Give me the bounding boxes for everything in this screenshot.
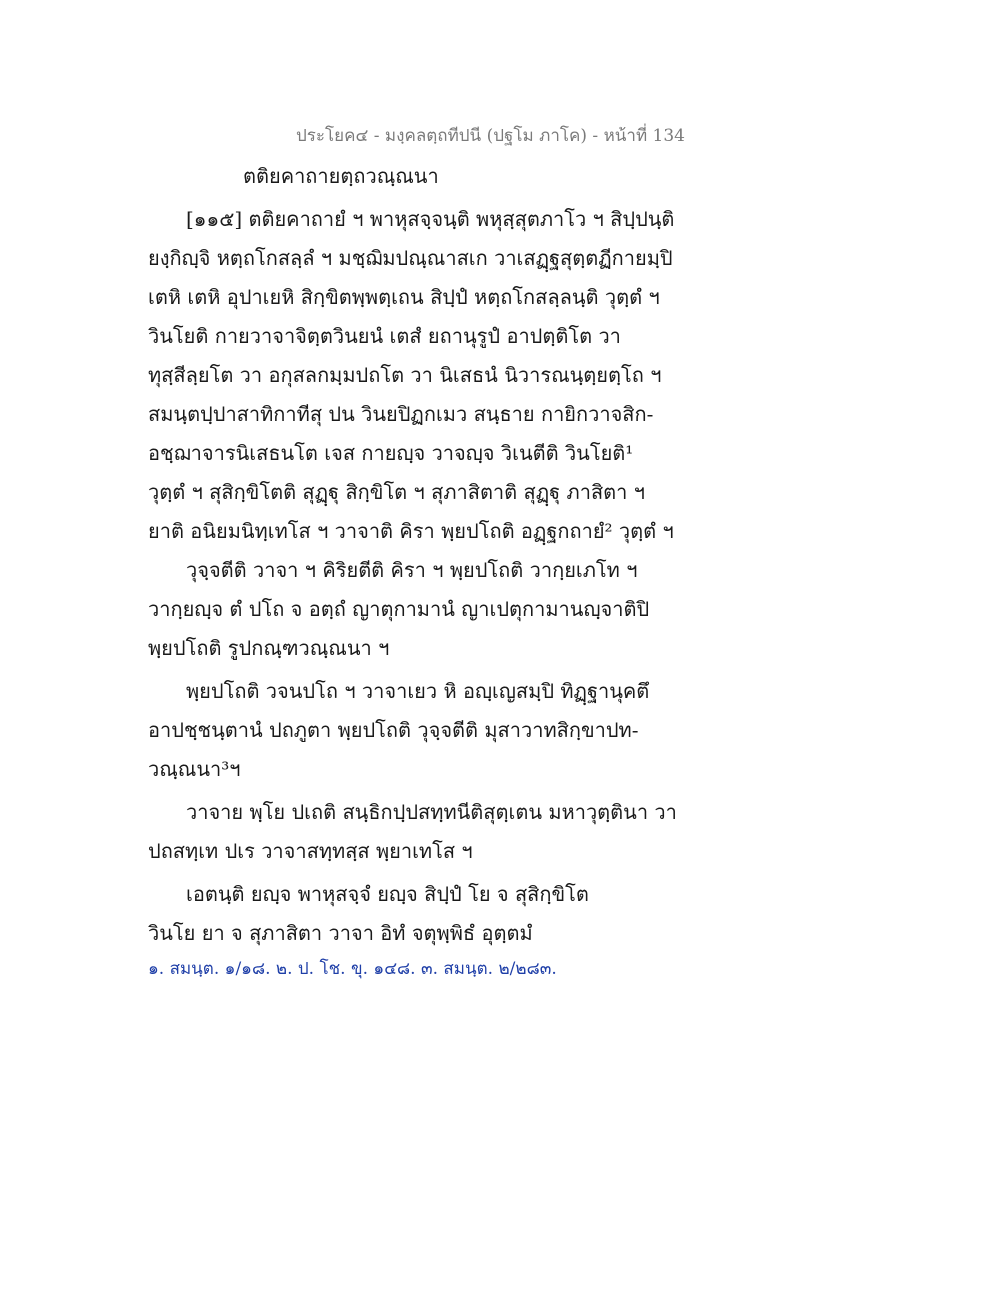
paragraph-line: วุตฺตํ ฯ สุสิกฺขิโตติ สุฏฺฐุ สิกฺขิโต ฯ สุภาสิตาติ สุฏฺฐุ ภาสิตา ฯ [148, 480, 645, 504]
paragraph-line: วินโย ยา จ สุภาสิตา วาจา อิทํ จตุพฺพิธํ อุตฺตมํ [148, 921, 533, 945]
paragraph-line: ยาติ อนิยมนิทฺเทโส ฯ วาจาติ คิรา พฺยปโถติ อฏฺฐกถายํ² วุตฺตํ ฯ [148, 519, 674, 543]
footnotes: ๑. สมนฺต. ๑/๑๘. ๒. ป. โช. ขุ. ๑๔๘. ๓. สมนฺต. ๒/๒๘๓. [148, 959, 557, 979]
paragraph-line: เอตนฺติ ยญฺจ พาหุสจฺจํ ยญฺจ สิปฺปํ โย จ สุสิกฺขิโต [186, 882, 589, 906]
paragraph-line: อชฺฌาจารนิเสธนโต เจส กายญฺจ วาจญฺจ วิเนตีติ วินโยติ¹ [148, 441, 634, 465]
paragraph-line: วณฺณนา³ฯ [148, 757, 241, 781]
paragraph-line: ปถสทฺเท ปเร วาจาสทฺทสฺส พฺยาเทโส ฯ [148, 839, 473, 863]
paragraph-line: ทุสฺสีลฺยโต วา อกุสลกมฺมปถโต วา นิเสธนํ นิวารณนฺตฺยตฺโถ ฯ [148, 363, 662, 387]
paragraph-line: วินโยติ กายวาจาจิตฺตวินยนํ เตสํ ยถานุรูปํ อาปตฺติโต วา [148, 324, 621, 348]
running-header: ประโยค๔ - มงฺคลตฺถทีปนี (ปฐโม ภาโค) - หน้าที่ 134 [296, 126, 685, 146]
paragraph-line: สมนฺตปฺปาสาทิกาทีสุ ปน วินยปิฏกเมว สนฺธาย กายิกวาจสิก- [148, 402, 654, 426]
paragraph-line: อาปชฺชนฺตานํ ปถภูตา พฺยปโถติ วุจฺจตีติ มุสาวาทสิกฺขาปท- [148, 718, 639, 742]
paragraph-line: วากฺยญฺจ ตํ ปโถ จ อตฺถํ ญาตุกามานํ ญาเปตุกามานญฺจาติปิ [148, 597, 650, 621]
paragraph-line: เตหิ เตหิ อุปาเยหิ สิกฺขิตพฺพตฺเถน สิปฺปํ หตฺถโกสลฺลนฺติ วุตฺตํ ฯ [148, 285, 660, 309]
paragraph-line: วุจฺจตีติ วาจา ฯ คิริยตีติ คิรา ฯ พฺยปโถติ วากฺยเภโท ฯ [186, 558, 638, 582]
paragraph-line: พฺยปโถติ วจนปโถ ฯ วาจาเยว หิ อญฺเญสมฺปิ ทิฏฺฐานุคตึ [186, 679, 650, 703]
paragraph-line: [๑๑๕] ตติยคาถายํ ฯ พาหุสจฺจนฺติ พหุสฺสุตภาโว ฯ สิปฺปนฺติ [186, 207, 675, 231]
section-title: ตติยคาถายตฺถวณฺณนา [243, 164, 439, 188]
paragraph-line: พฺยปโถติ รูปกณฺฑวณฺณนา ฯ [148, 636, 390, 660]
paragraph-line: ยงฺกิญฺจิ หตฺถโกสลฺลํ ฯ มชฺฌิมปณฺณาสเก วาเสฏฺฐสุตฺตฏีกายมฺปิ [148, 246, 673, 270]
paragraph-line: วาจาย พฺโย ปเถติ สนฺธิกปฺปสทฺทนีติสุตฺเตน มหาวุตฺตินา วา [186, 800, 677, 824]
body-text [148, 200, 678, 953]
